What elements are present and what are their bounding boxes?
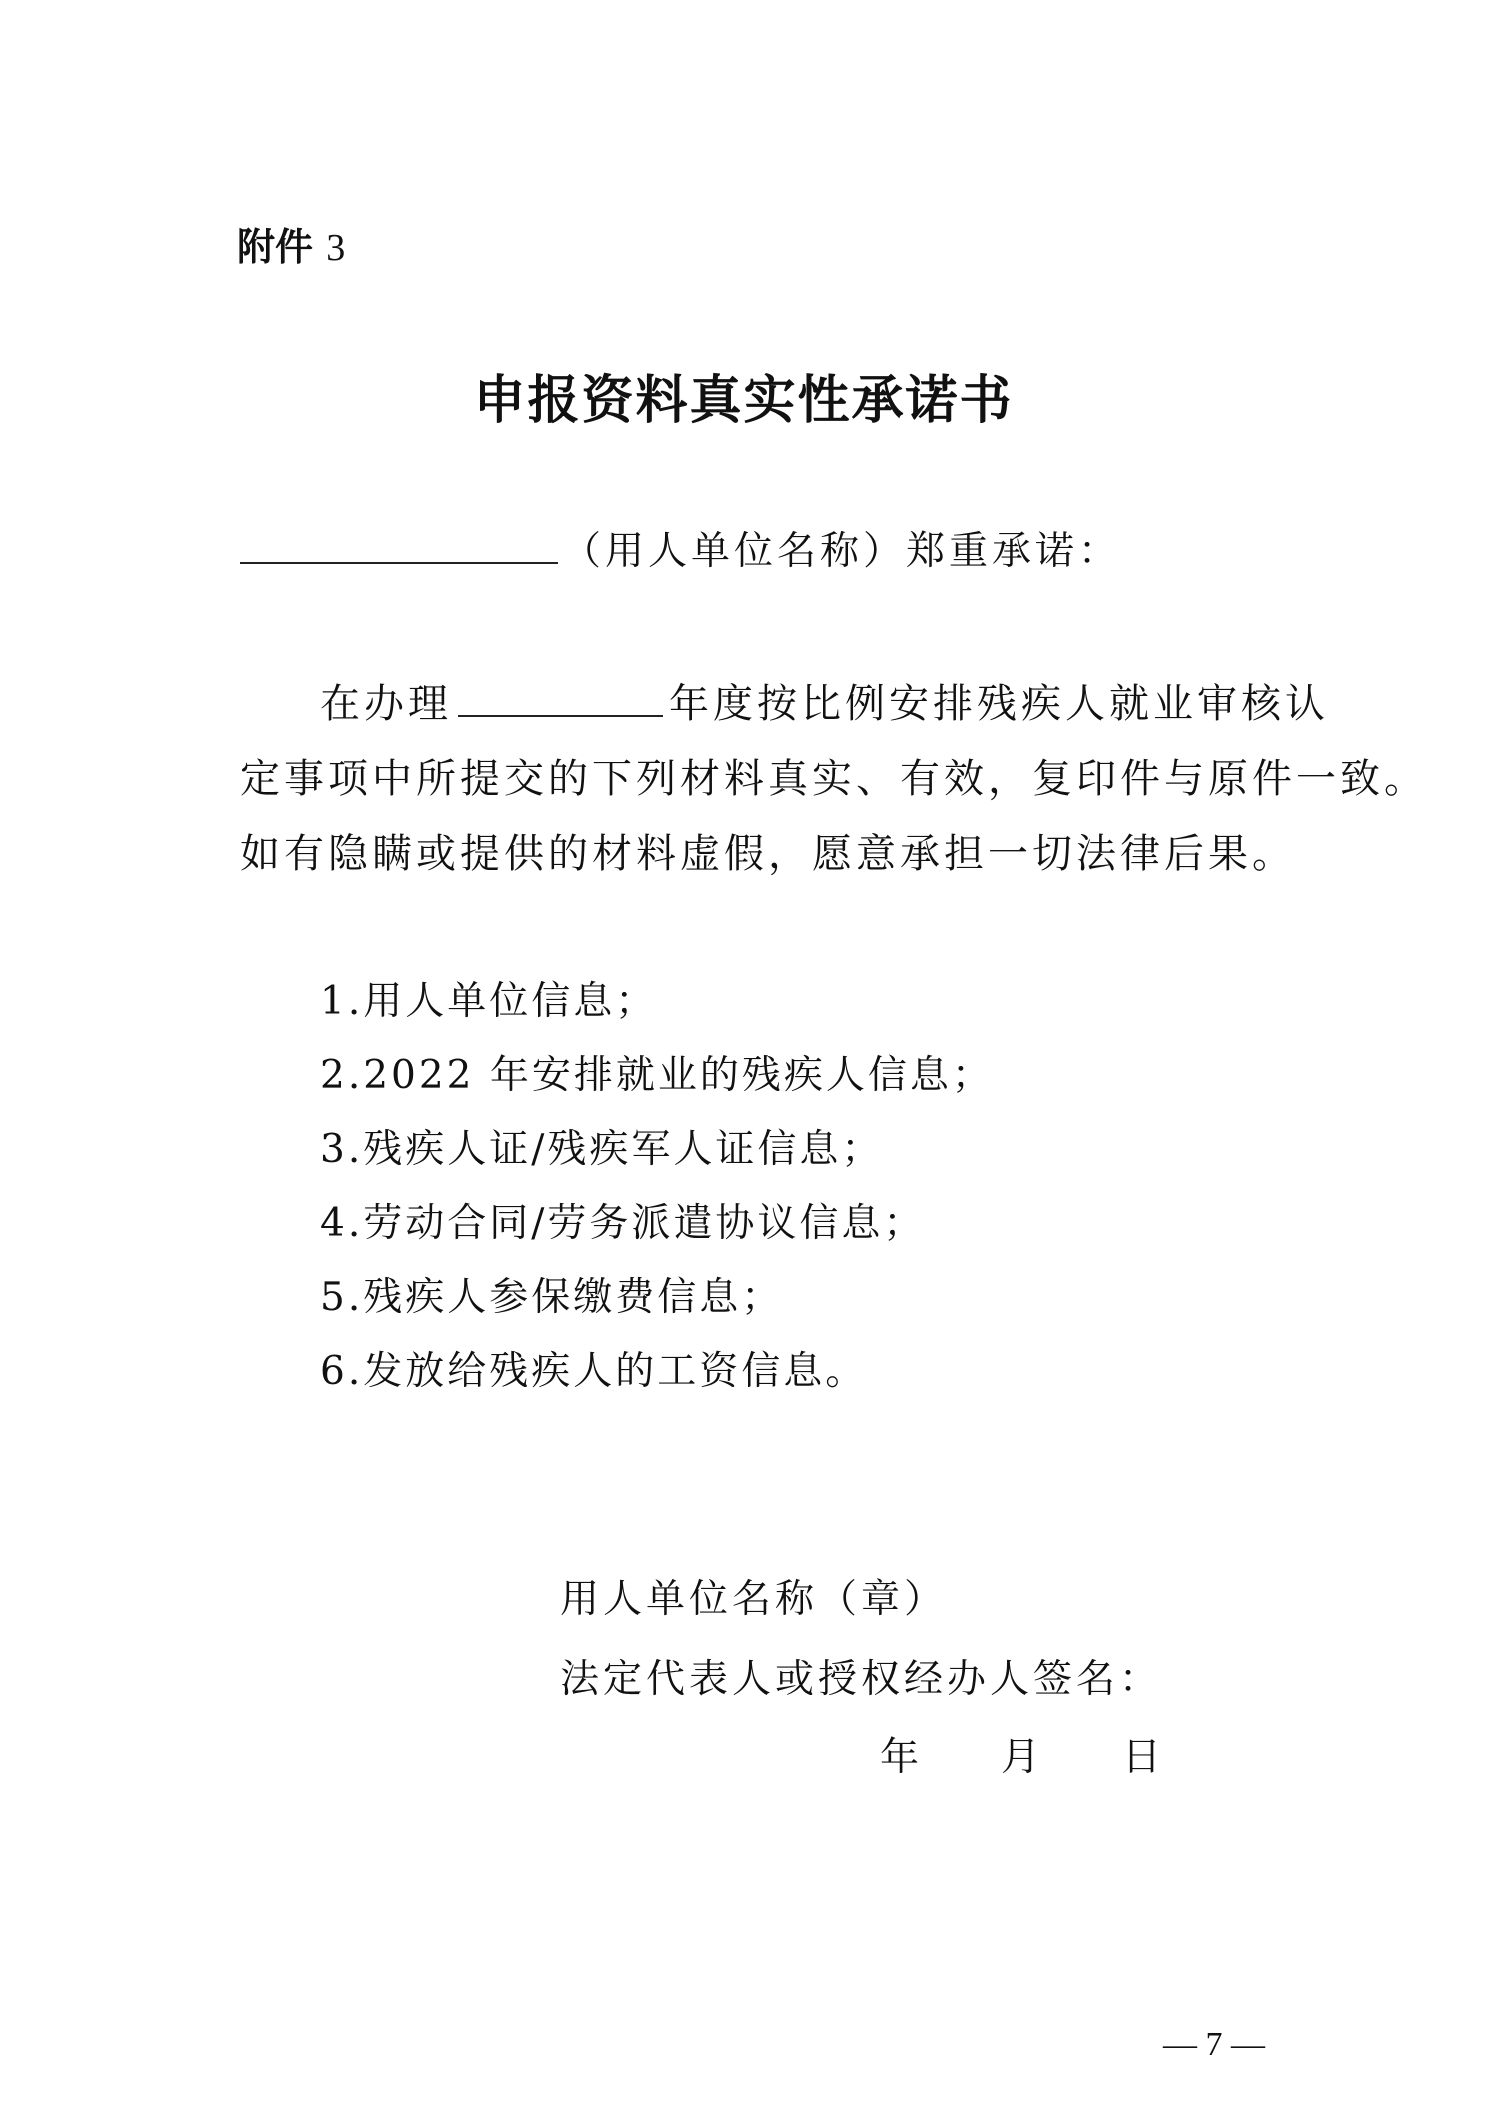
- attachment-number: 3: [326, 227, 346, 269]
- page-number: — 7 —: [1163, 2026, 1265, 2063]
- signature-unit: 用人单位名称（章）: [560, 1577, 948, 1622]
- list-item: 1.用人单位信息；: [320, 979, 658, 1024]
- list-item: 6.发放给残疾人的工资信息。: [320, 1349, 868, 1394]
- list-item: 2.2022 年安排就业的残疾人信息；: [320, 1053, 994, 1098]
- pledge-line: [240, 520, 1121, 576]
- paragraph-line-1: [320, 672, 1360, 729]
- paragraph-prefix: 在办理: [320, 681, 452, 727]
- year-blank: [458, 714, 663, 717]
- paragraph-line-2: 定事项中所提交的下列材料真实、有效，复印件与原件一致。: [240, 756, 1428, 802]
- signature-representative: 法定代表人或授权经办人签名：: [560, 1657, 1163, 1702]
- attachment-text: 附件: [237, 225, 314, 269]
- document-title: 申报资料真实性承诺书: [473, 371, 1014, 431]
- pledge-text: （用人单位名称）郑重承诺：: [562, 529, 1122, 574]
- date-row: [880, 1726, 1161, 1782]
- paragraph-line-3: 如有隐瞒或提供的材料虚假，愿意承担一切法律后果。: [240, 831, 1296, 877]
- list-item: 4.劳动合同/劳务派遣协议信息；: [320, 1201, 926, 1246]
- list-item: 5.残疾人参保缴费信息；: [320, 1275, 784, 1320]
- date-year: 年: [880, 1735, 920, 1780]
- unit-name-blank: [240, 561, 558, 564]
- paragraph-line1-rest: 年度按比例安排残疾人就业审核认: [669, 681, 1329, 727]
- date-month: 月: [1001, 1735, 1041, 1780]
- date-day: 日: [1122, 1735, 1162, 1780]
- list-item: 3.残疾人证/残疾军人证信息；: [320, 1127, 884, 1172]
- attachment-label: [237, 216, 345, 271]
